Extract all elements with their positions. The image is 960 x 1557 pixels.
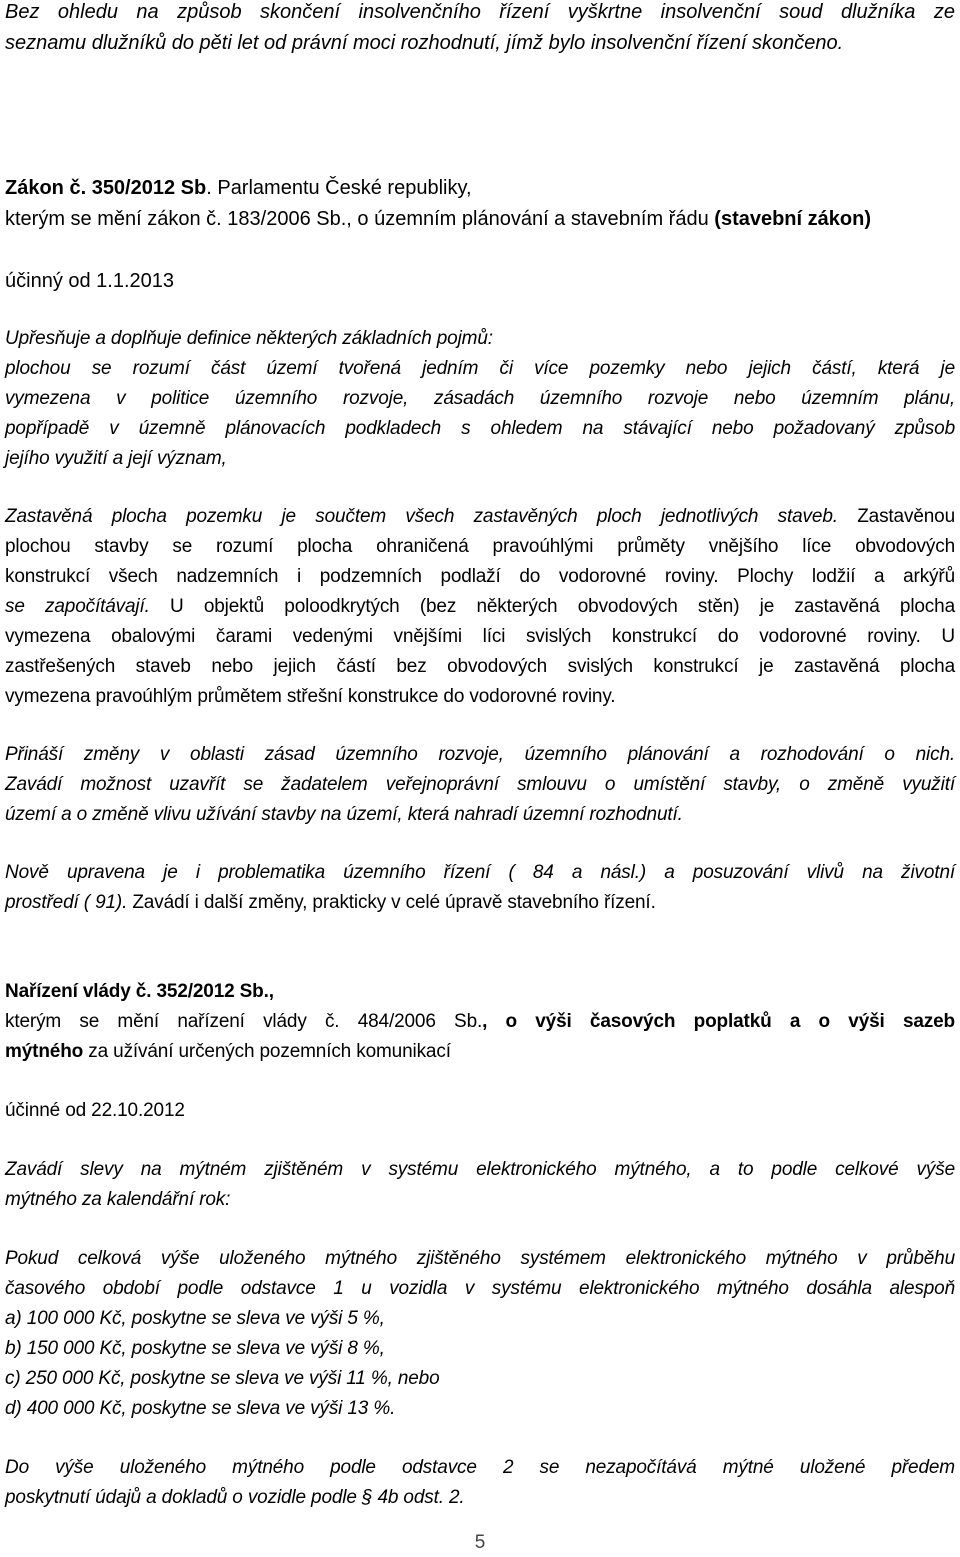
intro-line-1: Bez ohledu na způsob skončení insolvenčního řízení vyškrtne insolvenční soud dlužníka ze (5, 1, 955, 23)
law1-p3-line-3: území a o změně vlivu užívání stavby na území, která nahradí územní rozhodnutí. (5, 804, 683, 825)
intro-paragraph (5, 0, 955, 59)
law1-p2-line-1-normal: Zastavěnou (837, 506, 955, 527)
law1-changes-paragraph (5, 740, 955, 830)
law1-effective-date: účinný od 1.1.2013 (5, 270, 175, 292)
law1-p4-line-1 (5, 858, 955, 888)
law1-heading (5, 173, 955, 235)
law2-p1-line-2: mýtného za kalendářní rok: (5, 1189, 231, 1210)
law1-p1-line-3: vymezena v politice územního rozvoje, zásadách územního rozvoje nebo územním plánu, (5, 388, 955, 409)
page-number: 5 (474, 1532, 486, 1553)
law2-p1-line-1: Zavádí slevy na mýtném zjištěném v systému elektronického mýtného, a to podle celkové výše (5, 1159, 955, 1180)
law1-p4-line-2-normal: Zavádí i další změny, prakticky v celé úpravě stavebního řízení. (127, 892, 656, 913)
law1-p2-line-1 (5, 502, 955, 532)
law2-subtitle-normal: kterým se mění nařízení vlády č. 484/2006 Sb. (5, 1011, 483, 1032)
law1-p4-line-2-italic: prostředí ( 91). (5, 892, 128, 913)
law1-p1-line-1: Upřesňuje a doplňuje definice některých základních pojmů: (5, 328, 493, 349)
law1-title-bold: Zákon č. 350/2012 Sb (5, 177, 207, 199)
law1-p2-line-4-normal: U objektů poloodkrytých (bez některých obvodových stěn) je zastavěná plocha (149, 596, 955, 617)
law2-subtitle-bold: , o výši časových poplatků a o výši sazeb (482, 1011, 956, 1032)
law1-p2-line-4-italic: se započítávají. (5, 596, 150, 617)
intro-line-2: seznamu dlužníků do pěti let od právní moci rozhodnutí, jímž bylo insolvenční řízení skončeno. (5, 32, 844, 54)
law2-effective-date: účinné od 22.10.2012 (5, 1100, 185, 1121)
discount-list-item: a) 100 000 Kč, poskytne se sleva ve výši 5 %, (5, 1308, 385, 1329)
law2-discount-intro (5, 1155, 955, 1215)
law1-p3-line-2: Zavádí možnost uzavřít se žadatelem veřejnoprávní smlouvu o umístění stavby, o změně využití (5, 774, 955, 795)
law2-discount-paragraph (5, 1244, 955, 1424)
law2-subtitle-line-2 (5, 1037, 955, 1067)
law1-subtitle-mid: ., o územním plánování a stavebním řádu (340, 208, 715, 230)
law2-title: Nařízení vlády č. 352/2012 Sb., (5, 981, 274, 1002)
law1-p2-line-2: plochou stavby se rozumí plocha ohraničená pravoúhlými průměty vnějšího líce obvodových (5, 536, 955, 557)
law1-p3-line-1: Přináší změny v oblasti zásad územního rozvoje, územního plánování a rozhodování o nich. (5, 744, 955, 765)
law1-builtup-paragraph (5, 502, 955, 712)
law1-p2-line-4 (5, 592, 955, 622)
discount-list-item: c) 250 000 Kč, poskytne se sleva ve výši 11 %, nebo (5, 1368, 440, 1389)
law1-p2-line-1-italic: Zastavěná plocha pozemku je součtem všech zastavěných ploch jednotlivých staveb. (5, 506, 838, 527)
law2-subtitle-line-2-normal: za užívání určených pozemních komunikací (83, 1041, 451, 1062)
law2-exclusion-paragraph (5, 1453, 955, 1513)
law1-title-line (5, 173, 955, 204)
law2-subtitle-line-2-bold: mýtného (5, 1041, 84, 1062)
law2-p2-line-1: Pokud celková výše uloženého mýtného zjištěného systémem elektronického mýtného v průběhu (5, 1248, 955, 1269)
law1-title-rest: . Parlamentu České republiky, (206, 177, 472, 199)
law2-p2-line-2: časového období podle odstavce 1 u vozidla v systému elektronického mýtného dosáhla alespoň (5, 1278, 955, 1299)
discount-list-item: d) 400 000 Kč, poskytne se sleva ve výši 13 %. (5, 1398, 396, 1419)
law2-heading (5, 977, 955, 1067)
law1-p4-line-1-italic: Nově upravena je i problematika územního řízení ( 84 a násl.) (5, 862, 647, 883)
law1-p1-line-5: jejího využití a její význam, (5, 448, 227, 469)
law1-p4-line-2 (5, 888, 955, 918)
law1-p2-line-7: vymezena pravoúhlým průmětem střešní konstrukce do vodorovné roviny. (5, 686, 616, 707)
law1-definitions-paragraph (5, 324, 955, 474)
law1-p2-line-5: vymezena obalovými čarami vedenými vnějšími líci svislých konstrukcí do vodorovné roviny. U (5, 626, 955, 647)
law1-procedure-paragraph (5, 858, 955, 918)
discount-list-item: b) 150 000 Kč, poskytne se sleva ve výši 8 %, (5, 1338, 385, 1359)
law1-subtitle-line (5, 204, 955, 235)
law1-p2-line-3: konstrukcí všech nadzemních i podzemních podlaží do vodorovné roviny. Plochy lodžií a arkýřů (5, 566, 955, 587)
law2-subtitle-line-1 (5, 1007, 955, 1037)
law1-p2-line-6: zastřešených staveb nebo jejich částí bez obvodových svislých konstrukcí je zastavěná plocha (5, 656, 955, 677)
law2-p3-line-2: poskytnutí údajů a dokladů o vozidle podle § 4b odst. 2. (5, 1487, 465, 1508)
law1-p4-line-1-normal: a posuzování vlivů na životní (646, 862, 955, 883)
law2-p3-line-1: Do výše uloženého mýtného podle odstavce 2 se nezapočítává mýtné uložené předem (5, 1457, 955, 1478)
law1-subtitle-start: kterým se mění zákon č. 183/2006 Sb (5, 208, 341, 230)
law1-p1-line-4: popřípadě v územně plánovacích podkladech s ohledem na stávající nebo požadovaný způsob (5, 418, 955, 439)
law1-p1-line-2: plochou se rozumí část území tvořená jedním či více pozemky nebo jejich částí, která je (5, 358, 955, 379)
law1-subtitle-bold: (stavební zákon) (714, 208, 871, 230)
